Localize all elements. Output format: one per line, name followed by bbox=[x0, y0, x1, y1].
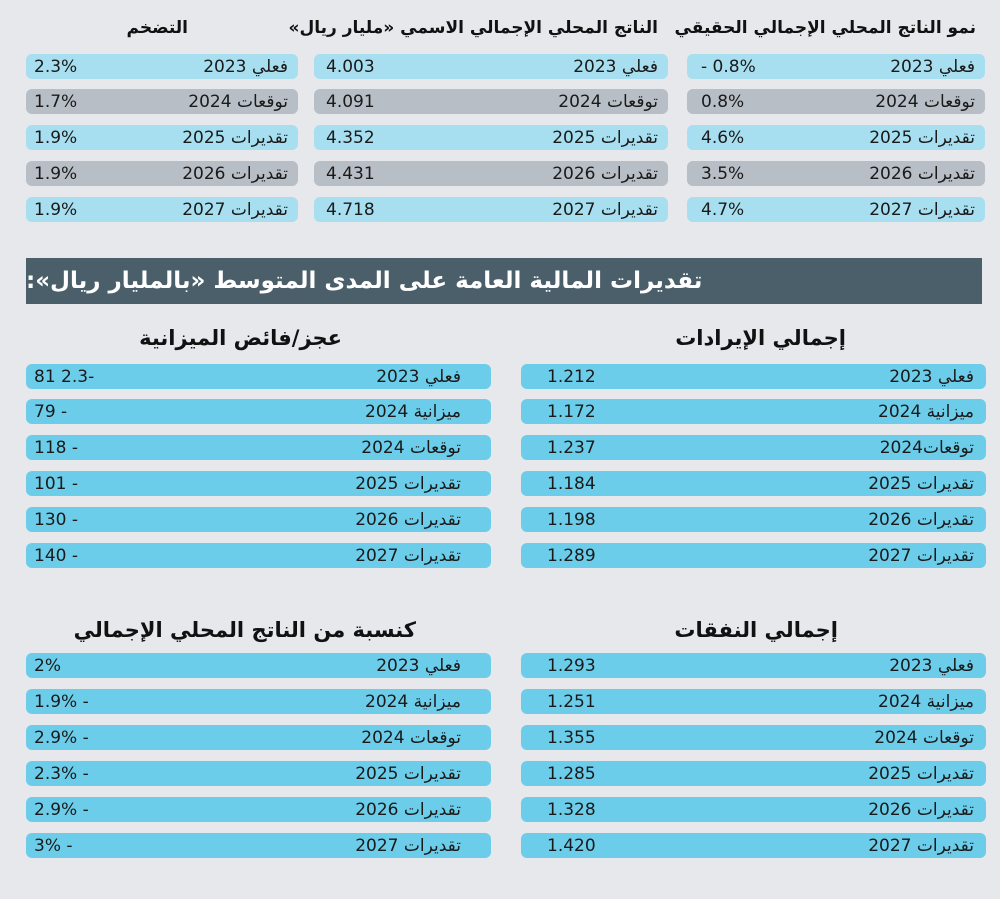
row-value: 79 - bbox=[34, 401, 68, 422]
row-value: 2.9% - bbox=[34, 727, 89, 748]
row-label: ميزانية 2024 bbox=[365, 691, 461, 712]
revenues-row-2024-forecast bbox=[521, 435, 986, 460]
expenditures-row-2025 bbox=[521, 761, 986, 786]
row-label: توقعات 2024 bbox=[874, 727, 974, 748]
row-value: 1.251 bbox=[547, 691, 596, 712]
row-value: 2.9% - bbox=[34, 799, 89, 820]
row-value: 130 - bbox=[34, 509, 78, 530]
row-label: تقديرات 2027 bbox=[868, 545, 974, 566]
row-value: 1.420 bbox=[547, 835, 596, 856]
row-value: 1.198 bbox=[547, 509, 596, 530]
row-value: 4.431 bbox=[326, 163, 375, 184]
row-label: تقديرات 2027 bbox=[868, 835, 974, 856]
inflation-title: التضخم bbox=[126, 18, 188, 38]
row-label: تقديرات 2026 bbox=[868, 799, 974, 820]
row-value: 2.3% - bbox=[34, 763, 89, 784]
row-label: فعلي 2023 bbox=[889, 366, 974, 387]
row-label: ميزانية 2024 bbox=[365, 401, 461, 422]
real-gdp-row-2027 bbox=[687, 197, 985, 222]
expenditures-row-2024-forecast bbox=[521, 725, 986, 750]
row-label: تقديرات 2026 bbox=[355, 509, 461, 530]
revenues-row-2026 bbox=[521, 507, 986, 532]
row-label: فعلي 2023 bbox=[203, 56, 288, 77]
inflation-row-2027 bbox=[26, 197, 298, 222]
row-label: تقديرات 2025 bbox=[182, 127, 288, 148]
deficit-title: عجز/فائض الميزانية bbox=[139, 326, 342, 350]
row-value: - 0.8% bbox=[701, 56, 756, 77]
row-label: تقديرات 2027 bbox=[869, 199, 975, 220]
revenues-title: إجمالي الإيرادات bbox=[675, 326, 846, 350]
row-value: 1.328 bbox=[547, 799, 596, 820]
row-value: 2% bbox=[34, 655, 61, 676]
revenues-row-2024-budget bbox=[521, 399, 986, 424]
row-label: تقديرات 2026 bbox=[182, 163, 288, 184]
deficit-row-2027 bbox=[26, 543, 491, 568]
row-value: 1.184 bbox=[547, 473, 596, 494]
section-banner: تقديرات المالية العامة على المدى المتوسط «بالمليار ريال»: bbox=[26, 258, 982, 304]
row-label: تقديرات 2027 bbox=[355, 545, 461, 566]
nominal-gdp-row-2025 bbox=[314, 125, 668, 150]
row-label: فعلي 2023 bbox=[573, 56, 658, 77]
row-value: 1.293 bbox=[547, 655, 596, 676]
row-label: توقعات 2024 bbox=[361, 727, 461, 748]
row-label: توقعات 2024 bbox=[361, 437, 461, 458]
revenues-row-2023-actual bbox=[521, 364, 986, 389]
row-value: 1.172 bbox=[547, 401, 596, 422]
row-value: 1.289 bbox=[547, 545, 596, 566]
revenues-row-2025 bbox=[521, 471, 986, 496]
row-label: تقديرات 2026 bbox=[868, 509, 974, 530]
row-value: 4.718 bbox=[326, 199, 375, 220]
row-value: 1.237 bbox=[547, 437, 596, 458]
row-label: تقديرات 2025 bbox=[552, 127, 658, 148]
row-label: فعلي 2023 bbox=[889, 655, 974, 676]
row-value: 4.003 bbox=[326, 56, 375, 77]
row-label: فعلي 2023 bbox=[376, 366, 461, 387]
row-label: توقعات2024 bbox=[879, 437, 974, 458]
row-value: 0.8% bbox=[701, 91, 745, 112]
deficit-row-2023-actual bbox=[26, 364, 491, 389]
row-label: تقديرات 2026 bbox=[552, 163, 658, 184]
row-label: تقديرات 2026 bbox=[869, 163, 975, 184]
row-value: 1.7% bbox=[34, 91, 78, 112]
nominal-gdp-row-2024 bbox=[314, 89, 668, 114]
row-label: ميزانية 2024 bbox=[878, 691, 974, 712]
row-value: 1.9% bbox=[34, 199, 78, 220]
row-label: تقديرات 2027 bbox=[182, 199, 288, 220]
deficit-row-2026 bbox=[26, 507, 491, 532]
gdp-ratio-row-2024-forecast bbox=[26, 725, 491, 750]
row-value: 4.352 bbox=[326, 127, 375, 148]
row-label: تقديرات 2025 bbox=[355, 473, 461, 494]
gdp-ratio-title: كنسبة من الناتج المحلي الإجمالي bbox=[73, 618, 416, 642]
inflation-row-2025 bbox=[26, 125, 298, 150]
row-label: فعلي 2023 bbox=[376, 655, 461, 676]
row-label: توقعات 2024 bbox=[188, 91, 288, 112]
row-value: 81 2.3- bbox=[34, 366, 95, 387]
gdp-ratio-row-2025 bbox=[26, 761, 491, 786]
real-gdp-title: نمو الناتج المحلي الإجمالي الحقيقي bbox=[674, 18, 976, 38]
row-value: 1.355 bbox=[547, 727, 596, 748]
row-value: 1.9% bbox=[34, 127, 78, 148]
expenditures-row-2026 bbox=[521, 797, 986, 822]
row-label: ميزانية 2024 bbox=[878, 401, 974, 422]
gdp-ratio-row-2024-budget bbox=[26, 689, 491, 714]
expenditures-title: إجمالي النفقات bbox=[674, 618, 838, 642]
row-label: تقديرات 2025 bbox=[868, 473, 974, 494]
inflation-row-2024 bbox=[26, 89, 298, 114]
row-value: 101 - bbox=[34, 473, 78, 494]
real-gdp-row-2026 bbox=[687, 161, 985, 186]
deficit-row-2025 bbox=[26, 471, 491, 496]
row-value: 3.5% bbox=[701, 163, 745, 184]
row-label: توقعات 2024 bbox=[875, 91, 975, 112]
row-label: فعلي 2023 bbox=[890, 56, 975, 77]
row-value: 4.091 bbox=[326, 91, 375, 112]
row-value: 1.9% - bbox=[34, 691, 89, 712]
deficit-row-2024-budget bbox=[26, 399, 491, 424]
row-value: 4.6% bbox=[701, 127, 745, 148]
nominal-gdp-row-2026 bbox=[314, 161, 668, 186]
inflation-row-2023 bbox=[26, 54, 298, 79]
row-label: تقديرات 2025 bbox=[869, 127, 975, 148]
expenditures-row-2027 bbox=[521, 833, 986, 858]
row-value: 1.285 bbox=[547, 763, 596, 784]
nominal-gdp-title: الناتج المحلي الإجمالي الاسمي «مليار ريال» bbox=[288, 18, 658, 38]
row-value: 3% - bbox=[34, 835, 73, 856]
row-label: تقديرات 2027 bbox=[552, 199, 658, 220]
row-label: تقديرات 2025 bbox=[355, 763, 461, 784]
nominal-gdp-row-2023 bbox=[314, 54, 668, 79]
row-value: 140 - bbox=[34, 545, 78, 566]
expenditures-row-2024-budget bbox=[521, 689, 986, 714]
row-value: 1.212 bbox=[547, 366, 596, 387]
row-value: 2.3% bbox=[34, 56, 78, 77]
real-gdp-row-2023 bbox=[687, 54, 985, 79]
expenditures-row-2023-actual bbox=[521, 653, 986, 678]
revenues-row-2027 bbox=[521, 543, 986, 568]
deficit-row-2024-forecast bbox=[26, 435, 491, 460]
row-label: تقديرات 2027 bbox=[355, 835, 461, 856]
row-label: تقديرات 2026 bbox=[355, 799, 461, 820]
gdp-ratio-row-2026 bbox=[26, 797, 491, 822]
row-value: 118 - bbox=[34, 437, 78, 458]
gdp-ratio-row-2023-actual bbox=[26, 653, 491, 678]
gdp-ratio-row-2027 bbox=[26, 833, 491, 858]
row-label: تقديرات 2025 bbox=[868, 763, 974, 784]
row-label: توقعات 2024 bbox=[558, 91, 658, 112]
row-value: 4.7% bbox=[701, 199, 745, 220]
nominal-gdp-row-2027 bbox=[314, 197, 668, 222]
row-value: 1.9% bbox=[34, 163, 78, 184]
inflation-row-2026 bbox=[26, 161, 298, 186]
real-gdp-row-2025 bbox=[687, 125, 985, 150]
real-gdp-row-2024 bbox=[687, 89, 985, 114]
